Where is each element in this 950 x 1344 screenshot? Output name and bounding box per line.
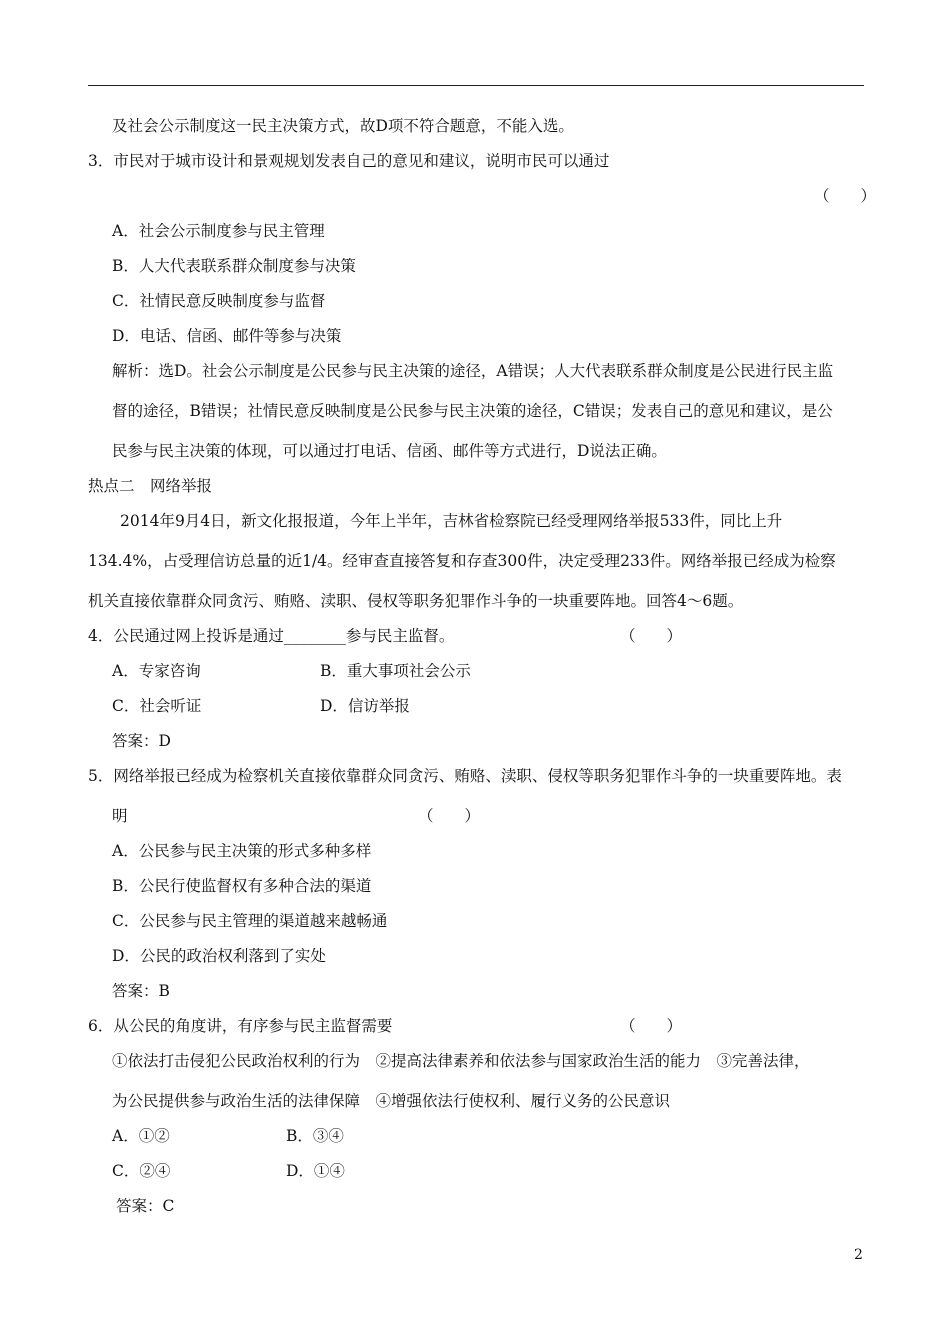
q3-option-c: C．社情民意反映制度参与监督 (112, 292, 326, 310)
continuation-text: 及社会公示制度这一民主决策方式，故D项不符合题意，不能入选。 (112, 117, 574, 135)
q3-option-b: B．人大代表联系群众制度参与决策 (112, 257, 356, 275)
q6-items-line-1: ①依法打击侵犯公民政治权利的行为 ②提高法律素养和依法参与国家政治生活的能力 ③完善法律， (112, 1052, 810, 1070)
q4-answer: 答案：D (112, 732, 171, 750)
q6-answer-paren: （ ） (620, 1017, 683, 1035)
q4-answer-paren: （ ） (620, 627, 683, 645)
q5-option-a: A．公民参与民主决策的形式多种多样 (112, 842, 372, 860)
header-rule (88, 85, 864, 86)
q3-option-d: D．电话、信函、邮件等参与决策 (112, 327, 342, 345)
q5-option-b: B．公民行使监督权有多种合法的渠道 (112, 877, 372, 895)
q6-option-c: C．②④ (112, 1162, 171, 1180)
hotspot-paragraph-line-2: 134.4%，占受理信访总量的近1/4。经审查直接答复和存查300件，决定受理233件。网络举报已经成为检察 (88, 552, 836, 570)
q3-analysis-line-1: 解析：选D。社会公示制度是公民参与民主决策的途径，A错误；人大代表联系群众制度是公民进行民主监 (112, 362, 834, 380)
q5-answer: 答案：B (112, 982, 170, 1000)
q5-stem-line-1: 5．网络举报已经成为检察机关直接依靠群众同贪污、贿赂、渎职、侵权等职务犯罪作斗争的一块重要阵地。表 (88, 767, 842, 785)
q3-analysis-line-3: 民参与民主决策的体现，可以通过打电话、信函、邮件等方式进行，D说法正确。 (112, 442, 667, 460)
q4-option-c: C．社会听证 (112, 697, 202, 715)
q5-answer-paren: （ ） (418, 807, 481, 825)
q4-option-a: A．专家咨询 (112, 662, 201, 680)
q4-stem: 4．公民通过网上投诉是通过________参与民主监督。 (88, 627, 455, 645)
q6-stem: 6．从公民的角度讲，有序参与民主监督需要 (88, 1017, 393, 1035)
q3-option-a: A．社会公示制度参与民主管理 (112, 222, 325, 240)
page-number: 2 (854, 1247, 863, 1263)
section-title: 热点二 网络举报 (88, 477, 213, 495)
q5-option-c: C．公民参与民主管理的渠道越来越畅通 (112, 912, 388, 930)
q6-option-d: D．①④ (286, 1162, 345, 1180)
q6-option-b: B．③④ (286, 1127, 344, 1145)
q4-option-d: D．信访举报 (320, 697, 410, 715)
q6-option-a: A．①② (112, 1127, 170, 1145)
q3-analysis-line-2: 督的途径，B错误；社情民意反映制度是公民参与民主决策的途径，C错误；发表自己的意见和建议，是公 (112, 402, 833, 420)
q5-option-d: D．公民的政治权利落到了实处 (112, 947, 326, 965)
q6-answer: 答案：C (116, 1197, 175, 1215)
hotspot-paragraph-line-3: 机关直接依靠群众同贪污、贿赂、渎职、侵权等职务犯罪作斗争的一块重要阵地。回答4～6题。 (88, 592, 744, 610)
q3-answer-paren: （ ） (814, 187, 877, 205)
hotspot-paragraph-line-1: 2014年9月4日，新文化报报道，今年上半年，吉林省检察院已经受理网络举报533件，同比上升 (120, 512, 783, 530)
q5-stem-line-2: 明 (112, 807, 128, 825)
q4-option-b: B．重大事项社会公示 (320, 662, 471, 680)
q6-items-line-2: 为公民提供参与政治生活的法律保障 ④增强依法行使权利、履行义务的公民意识 (112, 1092, 671, 1110)
q3-stem: 3．市民对于城市设计和景观规划发表自己的意见和建议，说明市民可以通过 (88, 152, 610, 170)
